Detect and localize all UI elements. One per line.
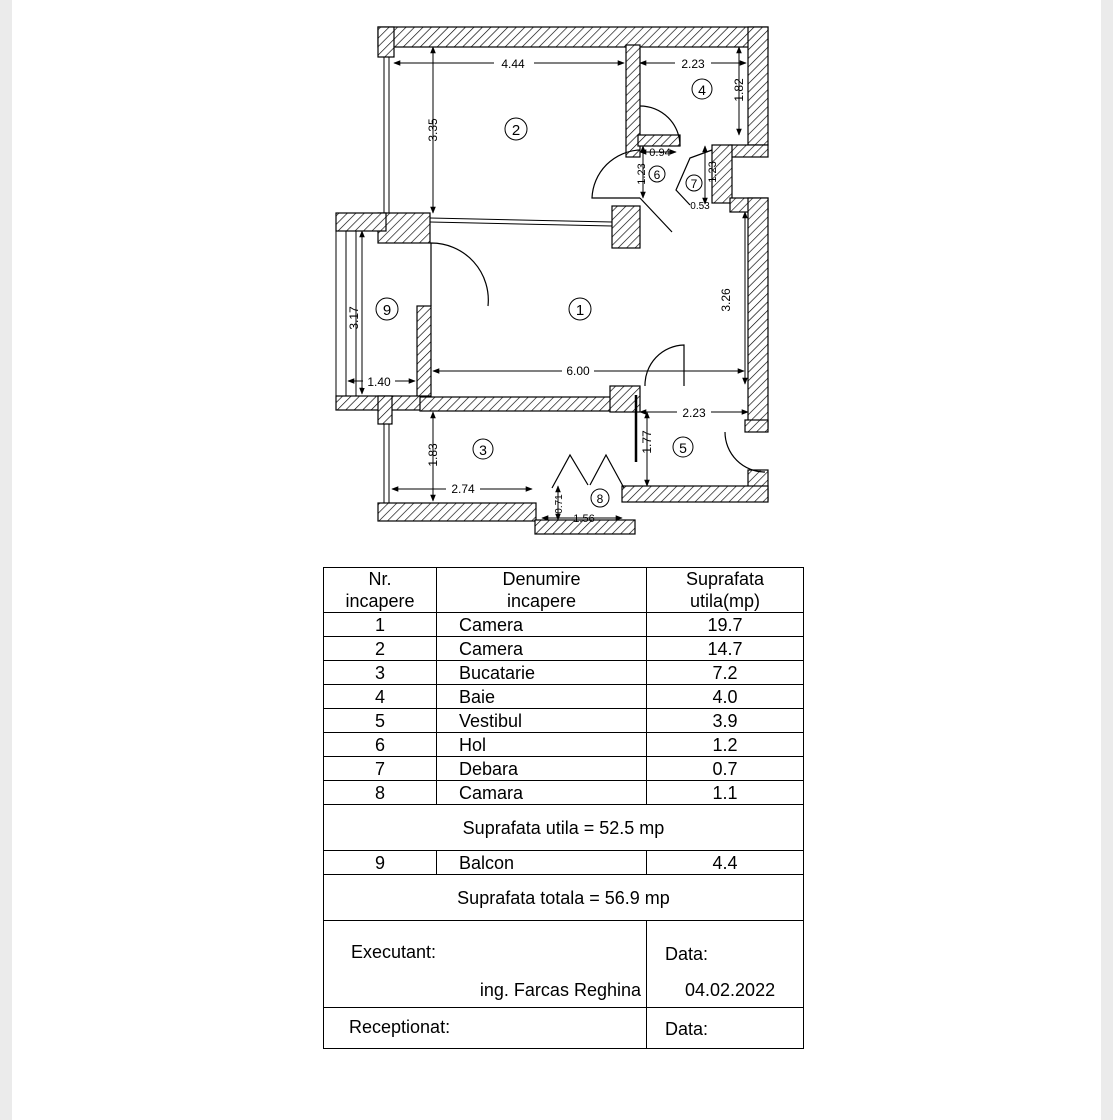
dim-label: 3.26 bbox=[719, 288, 733, 312]
cell-name: Hol bbox=[437, 733, 647, 757]
table-row bbox=[324, 685, 804, 709]
date-label-2: Data: bbox=[665, 1019, 709, 1039]
walls bbox=[336, 27, 768, 534]
cell-nr: 7 bbox=[324, 757, 437, 781]
dim-label: 1.83 bbox=[426, 443, 440, 467]
cell-area: 1.2 bbox=[647, 733, 804, 757]
windows bbox=[336, 57, 612, 503]
dim-label: 0.94 bbox=[649, 147, 671, 159]
room-number: 7 bbox=[690, 177, 698, 191]
room-number: 4 bbox=[698, 82, 706, 98]
room-number: 1 bbox=[575, 302, 585, 319]
area-table bbox=[323, 567, 804, 1049]
table-row bbox=[324, 661, 804, 685]
dim-label: 1.82 bbox=[732, 78, 746, 102]
room-number: 8 bbox=[596, 492, 604, 506]
executant-cell bbox=[324, 921, 647, 1008]
header-area: Suprafata utila(mp) bbox=[647, 568, 804, 613]
cell-name: Baie bbox=[437, 685, 647, 709]
receptionat-cell bbox=[324, 1008, 647, 1049]
cell-area: 0.7 bbox=[647, 757, 804, 781]
dim-label: 1.23 bbox=[707, 161, 719, 183]
cell-area: 14.7 bbox=[647, 637, 804, 661]
cell-name: Vestibul bbox=[437, 709, 647, 733]
cell-area: 1.1 bbox=[647, 781, 804, 805]
dim-label: 3.35 bbox=[426, 118, 440, 142]
total-area-row bbox=[324, 875, 804, 921]
table-row bbox=[324, 733, 804, 757]
cell-name: Bucatarie bbox=[437, 661, 647, 685]
table-row bbox=[324, 709, 804, 733]
dim-label: 2.23 bbox=[681, 57, 705, 71]
receptionat-row bbox=[324, 1008, 804, 1049]
cell-nr: 2 bbox=[324, 637, 437, 661]
cell-nr: 3 bbox=[324, 661, 437, 685]
cell-nr: 5 bbox=[324, 709, 437, 733]
dim-label: 2.74 bbox=[451, 482, 475, 496]
cell-nr: 9 bbox=[324, 851, 437, 875]
floor-plan bbox=[12, 0, 1101, 560]
table-row bbox=[324, 637, 804, 661]
cell-nr: 4 bbox=[324, 685, 437, 709]
date-label: Data: bbox=[665, 944, 709, 964]
receptionat-label: Receptionat: bbox=[349, 1017, 451, 1037]
executant-label: Executant: bbox=[351, 942, 437, 962]
room-number: 2 bbox=[511, 122, 521, 139]
date-value: 04.02.2022 bbox=[685, 980, 776, 1000]
dim-label: 1.77 bbox=[640, 430, 654, 454]
dim-label: 1.23 bbox=[636, 163, 648, 185]
cell-area: 19.7 bbox=[647, 613, 804, 637]
total-area: Suprafata totala = 56.9 mp bbox=[324, 875, 804, 921]
cell-name: Debara bbox=[437, 757, 647, 781]
room-number: 6 bbox=[653, 168, 661, 182]
document-page bbox=[12, 0, 1101, 1120]
cell-name: Camara bbox=[437, 781, 647, 805]
cell-name: Balcon bbox=[437, 851, 647, 875]
dim-label: 0.53 bbox=[690, 201, 710, 212]
cell-area: 4.0 bbox=[647, 685, 804, 709]
useful-area-row bbox=[324, 805, 804, 851]
cell-name: Camera bbox=[437, 613, 647, 637]
dim-label: 0.71 bbox=[554, 494, 565, 514]
room-number: 9 bbox=[382, 302, 392, 319]
dim-label: 1.40 bbox=[367, 375, 391, 389]
balcony-row bbox=[324, 851, 804, 875]
cell-nr: 8 bbox=[324, 781, 437, 805]
room-number: 5 bbox=[679, 440, 687, 456]
date-cell-2 bbox=[647, 1008, 804, 1049]
header-nr: Nr. incapere bbox=[324, 568, 437, 613]
dim-label: 1.56 bbox=[573, 513, 595, 525]
table-header bbox=[324, 568, 804, 613]
cell-name: Camera bbox=[437, 637, 647, 661]
dim-label: 3.17 bbox=[347, 306, 361, 330]
header-name: Denumire incapere bbox=[437, 568, 647, 613]
room-number: 3 bbox=[479, 442, 487, 458]
table-row bbox=[324, 757, 804, 781]
executant-name: ing. Farcas Reghina bbox=[479, 980, 641, 1000]
useful-area-total: Suprafata utila = 52.5 mp bbox=[324, 805, 804, 851]
executant-row bbox=[324, 921, 804, 1008]
cell-area: 7.2 bbox=[647, 661, 804, 685]
dim-label: 2.23 bbox=[682, 406, 706, 420]
cell-area: 4.4 bbox=[647, 851, 804, 875]
table-row bbox=[324, 613, 804, 637]
dim-label: 6.00 bbox=[566, 364, 590, 378]
dim-label: 4.44 bbox=[501, 57, 525, 71]
table-row bbox=[324, 781, 804, 805]
date-cell bbox=[647, 921, 804, 1008]
cell-area: 3.9 bbox=[647, 709, 804, 733]
cell-nr: 6 bbox=[324, 733, 437, 757]
cell-nr: 1 bbox=[324, 613, 437, 637]
